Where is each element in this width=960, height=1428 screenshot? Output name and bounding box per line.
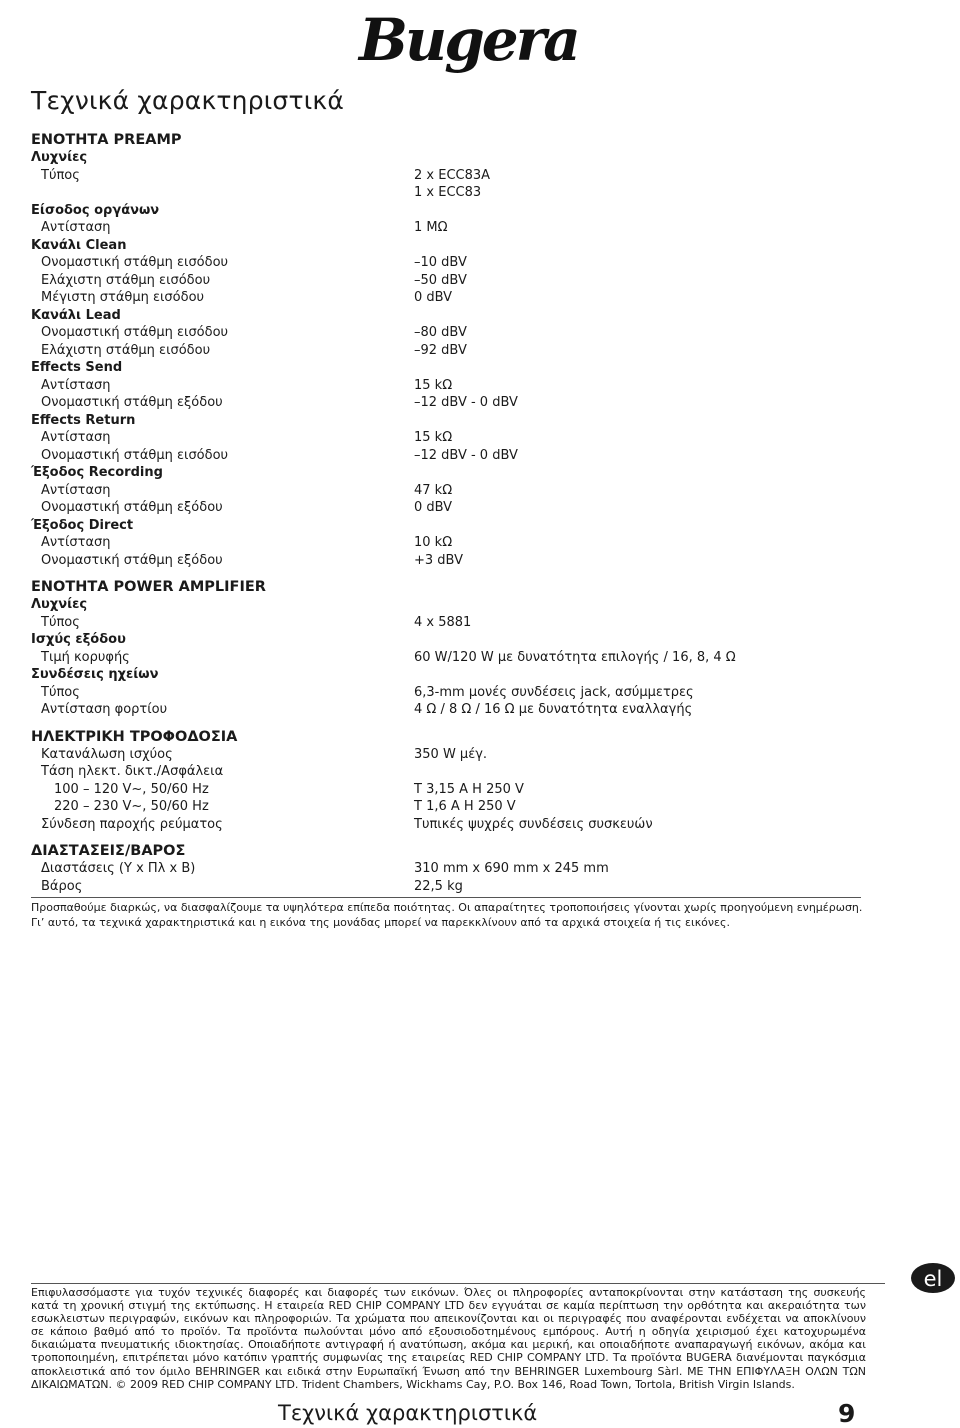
- group-title: Ισχύς εξόδου: [31, 632, 126, 647]
- divider: [31, 1283, 885, 1284]
- language-code: el: [923, 1267, 943, 1291]
- spec-label: Κατανάλωση ισχύος: [41, 746, 173, 762]
- group-title: Λυχνίες: [31, 150, 88, 165]
- spec-row: [31, 763, 861, 781]
- spec-value: 350 W μέγ.: [414, 746, 488, 762]
- section-title: ΕΝΟΤΗΤΑ PREAMP: [31, 132, 182, 148]
- spec-value: +3 dBV: [414, 552, 463, 568]
- section-title: ΗΛΕΚΤΡΙΚΗ ΤΡΟΦΟΔΟΣΙΑ: [31, 728, 238, 745]
- spec-row: [31, 272, 861, 290]
- spec-row: [31, 324, 861, 342]
- legal-notice: Επιφυλασσόμαστε για τυχόν τεχνικές διαφορές και διαφορές των εικόνων. Όλες οι πληροφορίες ανταποκρίνονται στην κατάσταση της συσκευής κατά τη χρονική στιγμή της εκτύπωσης. Η εταιρεία RED CHIP COMPANY LTD δεν εγγυάται σε καμία περίπτωση την ορθότητα και ακεραιότητα των εσωκλειστων περιγραφών, εικόνων και πληροφοριών. Τα χρώματα που απεικονίζονται και οι περιγραφές που αναφέρονται ενδέχεται να αποκλίνουν σε κάποιο βαθμό από το προϊόν. Τα προϊόντα πωλούνται μόνο από εξουσιοδοτημένους εμπόρους. Αυτή η οδηγία χειρισμού έχει κατοχυρωμένα δικαιώματα πνευματικής ιδιοκτησίας. Οποιαδήποτε αντιγραφή ή ανατύπωση, ακόμα και μερική, και οποιαδήποτε αναπαραγωγή εικόνων, ακόμα και τροποποιημένη, επιτρέπεται μόνο κατόπιν γραπτής συμφωνίας της εταιρείας RED CHIP COMPANY LTD. Τα προϊόντα BUGERA διανέμονται παγκόσμια αποκλειστικά από τον όμιλο BEHRINGER και ειδικά στην Ευρωπαϊκή Ένωση από την BEHRINGER Luxembourg Sàrl. ΜΕ ΤΗΝ ΕΠΙΦΥΛΑΞΗ ΟΛΩΝ ΤΩΝ ΔΙΚΑΙΩΜΑΤΩΝ. © 2009 RED CHIP COMPANY LTD. Trident Chambers, Wickhams Cay, P.O. Box 146, Road Town, Tortola, British Virgin Islands.: [31, 1286, 866, 1391]
- spec-value: –12 dBV - 0 dBV: [414, 395, 518, 410]
- spec-label: Τιμή κορυφής: [41, 649, 130, 665]
- svg-text:Bugera: Bugera: [359, 6, 578, 74]
- spec-label: Ονομαστική στάθμη εξόδου: [41, 395, 223, 410]
- spec-label: Τύπος: [41, 614, 80, 630]
- spec-label: Ονομαστική στάθμη εξόδου: [41, 500, 223, 515]
- spec-label: Αντίσταση: [41, 377, 111, 393]
- spec-label: Αντίσταση: [41, 482, 111, 498]
- spec-row: [31, 394, 861, 412]
- page-title: Τεχνικά χαρακτηριστικά: [31, 86, 345, 115]
- spec-row: [31, 798, 861, 816]
- group-title: Effects Return: [31, 412, 136, 428]
- footer-title: Τεχνικά χαρακτηριστικά: [278, 1401, 538, 1425]
- spec-row: [31, 746, 861, 764]
- group-title: Effects Send: [31, 360, 123, 375]
- spec-value: 15 kΩ: [414, 430, 453, 445]
- spec-value: 0 dBV: [414, 500, 453, 515]
- group-title: Συνδέσεις ηχείων: [31, 667, 159, 682]
- spec-row: [31, 649, 861, 667]
- spec-value: –10 dBV: [414, 255, 467, 270]
- spec-value: 4 Ω / 8 Ω / 16 Ω με δυνατότητα εναλλαγής: [414, 702, 693, 717]
- spec-row: [31, 254, 861, 272]
- spec-row: [31, 167, 861, 185]
- spec-label: 100 – 120 V~, 50/60 Hz: [54, 781, 209, 797]
- group-title: Κανάλι Lead: [31, 307, 121, 323]
- group-title: Είσοδος οργάνων: [31, 202, 160, 218]
- spec-value: 0 dBV: [414, 290, 453, 305]
- spec-row: [31, 219, 861, 237]
- spec-row: [31, 184, 861, 202]
- spec-value: 1 MΩ: [414, 220, 448, 235]
- spec-label: Ελάχιστη στάθμη εισόδου: [41, 342, 211, 358]
- page-number: 9: [838, 1399, 856, 1428]
- spec-value: 4 x 5881: [414, 614, 472, 630]
- spec-value: 22,5 kg: [414, 878, 463, 894]
- spec-label: Ονομαστική στάθμη εισόδου: [41, 447, 229, 463]
- spec-value: 47 kΩ: [414, 482, 453, 498]
- spec-value: –50 dBV: [414, 272, 467, 288]
- section-title: ΔΙΑΣΤΑΣΕΙΣ/ΒΑΡΟΣ: [31, 843, 186, 859]
- spec-value: 15 kΩ: [414, 377, 453, 393]
- spec-row: [31, 781, 861, 799]
- spec-value: –80 dBV: [414, 325, 467, 340]
- section-title: ΕΝΟΤΗΤΑ POWER AMPLIFIER: [31, 579, 266, 595]
- spec-value: –92 dBV: [414, 342, 467, 358]
- spec-value: 1 x ECC83: [414, 185, 482, 200]
- spec-label: Τάση ηλεκτ. δικτ./Ασφάλεια: [41, 764, 224, 779]
- spec-value: 60 W/120 W με δυνατότητα επιλογής / 16, 8, 4 Ω: [414, 649, 736, 665]
- spec-label: Ελάχιστη στάθμη εισόδου: [41, 272, 211, 288]
- spec-row: [31, 816, 861, 834]
- spec-label: Ονομαστική στάθμη εισόδου: [41, 325, 229, 340]
- spec-value: T 3,15 A H 250 V: [414, 781, 524, 797]
- spec-row: [31, 534, 861, 552]
- spec-label: Μέγιστη στάθμη εισόδου: [41, 290, 205, 305]
- spec-row: [31, 289, 861, 307]
- spec-row: [31, 429, 861, 447]
- spec-value: Τυπικές ψυχρές συνδέσεις συσκευών: [414, 816, 653, 832]
- spec-label: Τύπος: [41, 167, 80, 183]
- spec-row: [31, 552, 861, 570]
- spec-label: Αντίσταση: [41, 220, 111, 235]
- spec-label: 220 – 230 V~, 50/60 Hz: [54, 799, 209, 814]
- spec-row: [31, 499, 861, 517]
- spec-value: –12 dBV - 0 dBV: [414, 447, 518, 463]
- spec-row: [31, 878, 861, 896]
- spec-row: [31, 860, 861, 878]
- spec-label: Ονομαστική στάθμη εξόδου: [41, 552, 223, 568]
- spec-label: Αντίσταση: [41, 430, 111, 445]
- divider: [31, 897, 861, 898]
- spec-label: Αντίσταση φορτίου: [41, 702, 168, 717]
- spec-value: 10 kΩ: [414, 535, 453, 550]
- spec-label: Βάρος: [41, 878, 83, 894]
- spec-disclaimer: Προσπαθούμε διαρκώς, να διασφαλίζουμε τα υψηλότερα επίπεδα ποιότητας. Οι απαραίτητες τροποποιήσεις γίνονται χωρίς προηγούμενη ενημέρωση. Γι’ αυτό, τα τεχνικά χαρακτηριστικά και η εικόνα της μονάδας μπορεί να παρεκκλίνουν από τα αρχικά στοιχεία ή τις εικόνες.: [31, 901, 863, 929]
- spec-row: [31, 482, 861, 500]
- spec-value: 310 mm x 690 mm x 245 mm: [414, 861, 609, 876]
- spec-label: Τύπος: [41, 684, 80, 700]
- spec-value: 6,3-mm μονές συνδέσεις jack, ασύμμετρες: [414, 684, 694, 700]
- spec-list: [31, 131, 861, 895]
- group-title: Έξοδος Direct: [31, 517, 134, 533]
- spec-row: [31, 701, 861, 719]
- spec-value: T 1,6 A H 250 V: [414, 799, 516, 814]
- group-title: Έξοδος Recording: [31, 465, 163, 480]
- spec-row: [31, 342, 861, 360]
- spec-label: Διαστάσεις (Y x Πλ x Β): [41, 861, 196, 876]
- spec-row: [31, 614, 861, 632]
- group-title: Λυχνίες: [31, 597, 88, 612]
- spec-row: [31, 377, 861, 395]
- spec-label: Ονομαστική στάθμη εισόδου: [41, 255, 229, 270]
- language-badge: [910, 1262, 956, 1294]
- bugera-logo: [355, 2, 578, 74]
- group-title: Κανάλι Clean: [31, 237, 127, 253]
- spec-label: Αντίσταση: [41, 535, 111, 550]
- spec-row: [31, 684, 861, 702]
- spec-value: 2 x ECC83A: [414, 167, 491, 183]
- spec-label: Σύνδεση παροχής ρεύματος: [41, 816, 223, 832]
- spec-row: [31, 447, 861, 465]
